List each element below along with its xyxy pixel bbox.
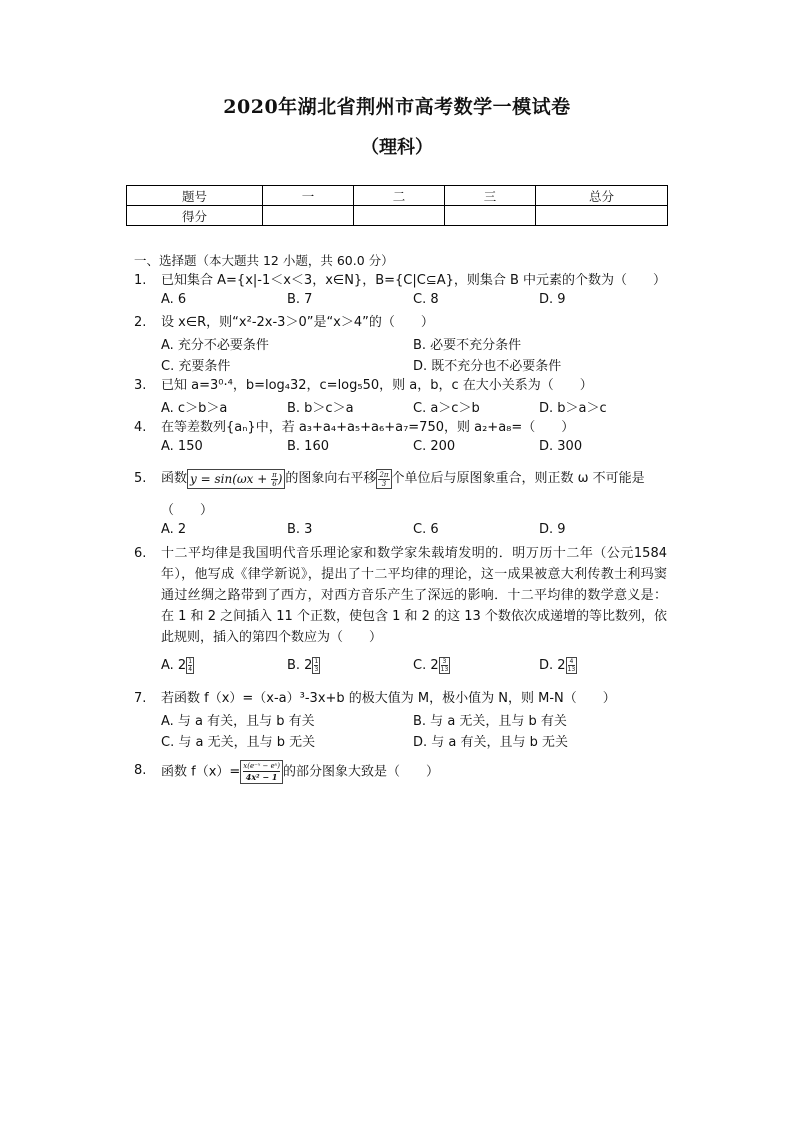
question-number: 6. [134,546,147,561]
option[interactable]: A. 6 [161,292,187,307]
option-label: C. 2 [413,658,439,673]
option[interactable]: D. 既不充分也不必要条件 [413,359,562,374]
question-stem: 设 x∈R，则“x²-2x-3＞0”是“x＞4”的（ ） [161,315,434,330]
option[interactable]: A. 与 a 有关，且与 b 有关 [161,714,315,729]
option-label: A. 2 [161,658,187,673]
score-table-header-row [127,186,668,206]
exponent-numerator: 1 [188,658,193,665]
question-number: 1. [134,273,147,288]
exponent-denominator: 13 [567,666,576,673]
exponent-numerator: 4 [569,658,574,665]
score-cell[interactable] [354,206,445,226]
option[interactable]: D. 9 [539,292,566,307]
option[interactable] [287,657,320,674]
question-stem: 若函数 f（x）=（x-a）³-3x+b 的极大值为 M，极小值为 N，则 M-N（ ） [161,691,616,706]
question-stem: 在等差数列{aₙ}中，若 a₃+a₄+a₅+a₆+a₇=750，则 a₂+a₈=（ ） [161,420,575,435]
option[interactable]: C. a＞c＞b [413,401,480,416]
exponent-numerator: 1 [314,658,319,665]
exponent-box [439,657,451,674]
score-header-cell: 二 [354,186,445,206]
question-stem: 已知集合 A={x|-1＜x＜3，x∈N}，B={C|C⊆A}，则集合 B 中元素的个数为（ ） [161,273,667,288]
score-header-cell: 题号 [127,186,263,206]
fraction [378,471,389,488]
score-header-cell: 三 [445,186,536,206]
option[interactable]: B. 160 [287,439,329,454]
score-table-row [127,206,668,226]
option[interactable]: A. 充分不必要条件 [161,338,269,353]
option[interactable]: C. 与 a 无关，且与 b 无关 [161,735,316,750]
option[interactable]: D. 300 [539,439,583,454]
option[interactable] [413,657,450,674]
option[interactable]: D. b＞a＞c [539,401,607,416]
fraction-numerator: π [272,470,277,479]
option[interactable]: B. b＞c＞a [287,401,354,416]
question-stem [161,468,667,489]
score-table [126,185,668,226]
option-label: B. 2 [287,658,313,673]
option[interactable]: C. 200 [413,439,456,454]
option[interactable]: C. 充要条件 [161,359,231,374]
option[interactable] [161,657,194,674]
option[interactable]: A. c＞b＞a [161,401,228,416]
stem-text: 个单位后与原图象重合，则正数 ω 不可能是 [391,471,645,486]
exponent-denominator: 3 [314,666,319,673]
question-number: 5. [134,471,147,486]
stem-text: 函数 [161,471,188,486]
exponent-denominator: 4 [188,666,193,673]
question-number: 2. [134,315,147,330]
fraction-numerator: x(e⁻ˣ − eˣ) [243,762,280,770]
fraction-denominator: 3 [381,479,387,488]
stem-text: 函数 f（x）= [161,764,241,780]
fraction-denominator: 6 [272,479,277,488]
score-cell[interactable] [445,206,536,226]
question-stem [161,760,667,784]
exponent-box [566,657,578,674]
fraction [271,471,278,488]
shift-box [376,469,391,489]
question-5-blank: （ ） [161,503,214,518]
stem-text: 的图象向右平移 [285,471,377,486]
fraction-denominator: 4x² − 1 [245,772,278,782]
option-label: D. 2 [539,658,566,673]
formula-box [240,760,283,784]
exponent-numerator: 3 [442,658,447,665]
option[interactable]: B. 7 [287,292,313,307]
option[interactable]: C. 8 [413,292,439,307]
exponent-denominator: 13 [440,666,449,673]
exponent-box [186,657,194,674]
exam-subtitle: （理科） [361,137,433,158]
option[interactable]: A. 150 [161,439,203,454]
option[interactable]: B. 3 [287,522,313,537]
option[interactable]: B. 必要不充分条件 [413,338,522,353]
question-number: 7. [134,691,147,706]
formula-text: y = sin(ωx + [190,471,272,486]
score-cell[interactable] [536,206,668,226]
question-stem: 已知 a=3⁰·⁴，b=log₄32，c=log₅50，则 a，b，c 在大小关系为（ ） [161,378,593,393]
score-header-cell: 总分 [536,186,668,206]
question-number: 8. [134,763,147,778]
question-number: 4. [134,420,147,435]
option[interactable] [539,657,577,674]
option[interactable]: D. 9 [539,522,566,537]
option[interactable]: C. 6 [413,522,439,537]
fraction-numerator: 2π [379,470,389,479]
question-stem: 十二平均律是我国明代音乐理论家和数学家朱载堉发明的．明万历十二年（公元1584 年），他写成《律学新说》，提出了十二平均律的理论，这一成果被意大利传教士利玛窦通过丝绸之路带到了西方，对西方音乐产生了深远的影响．十二平均律的数学意义是：在 1 和 2 之间插入 11 个正数，使包含 1 和 2 的这 13 个数依次成递增的等比数列，依此规则，插入的第四个数应为（ ） [161,546,667,645]
stem-text: 的部分图象大致是（ ） [282,764,439,780]
score-header-cell: 一 [263,186,354,206]
option[interactable]: A. 2 [161,522,187,537]
question-number: 3. [134,378,147,393]
exponent-box [312,657,320,674]
option[interactable]: D. 与 a 有关，且与 b 无关 [413,735,569,750]
score-row-label: 得分 [127,206,263,226]
option[interactable]: B. 与 a 无关，且与 b 有关 [413,714,567,729]
exam-title: 2020年湖北省荆州市高考数学一模试卷 [223,96,571,118]
section-heading: 一、选择题（本大题共 12 小题，共 60.0 分） [134,253,394,268]
score-cell[interactable] [263,206,354,226]
formula-box: y = sin(ωx + $\frac{\pi}{6}$ ) [187,469,285,489]
